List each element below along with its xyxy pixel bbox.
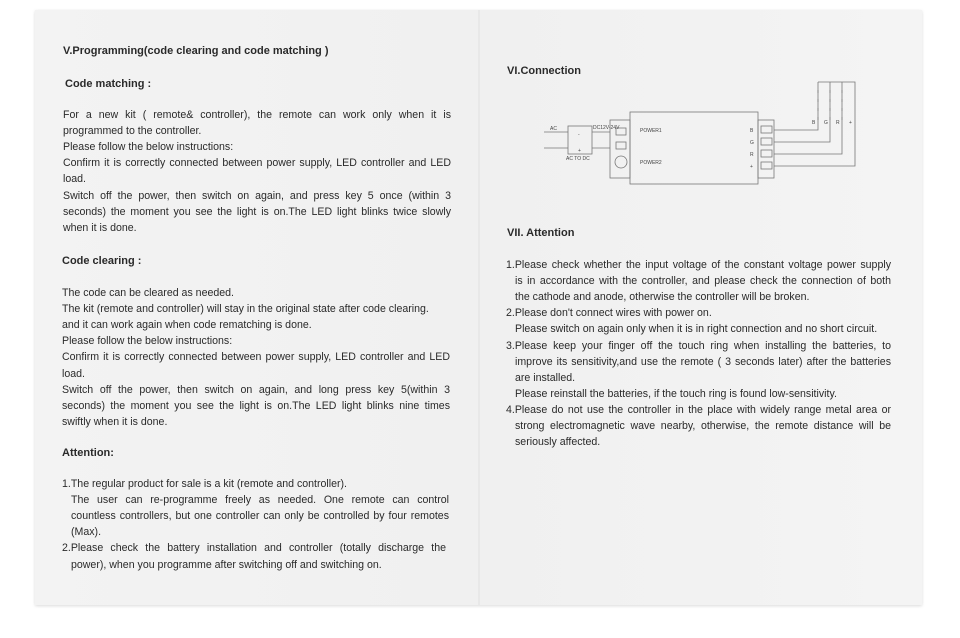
text-line: swiftly when it is done.	[62, 415, 168, 428]
ac-to-dc-label: AC TO DC	[566, 156, 590, 162]
channel-b-label: B	[750, 128, 754, 134]
text-line: programmed to the controller.	[63, 125, 202, 138]
text-line: 4.Please do not use the controller in the place with widely range metal area or	[506, 403, 891, 416]
text-line: countless controllers, but one controller can only be controlled by four remotes	[71, 510, 449, 523]
text-line: Confirm it is correctly connected between power supply, LED controller and LED	[62, 351, 450, 364]
attention-heading: Attention:	[62, 447, 114, 459]
power1-label: POWER1	[640, 128, 662, 134]
programming-title: V.Programming(code clearing and code matching )	[63, 45, 329, 57]
led-g-label: G	[824, 120, 828, 126]
text-line: the cathode and anode, otherwise the controller will be broken.	[515, 291, 810, 304]
text-line: The code can be cleared as needed.	[62, 287, 234, 299]
text-line: The user can re-programme freely as needed. One remote can control	[71, 494, 449, 507]
led-b-label: B	[812, 120, 816, 126]
text-line: Switch off the power, then switch on again, and long press key 5(within 3	[62, 383, 450, 396]
text-line: is in accordance with the controller, and please check the connection of both	[515, 275, 891, 288]
text-line: improve its sensitivity,and use the remote ( 3 seconds later) after the batteries	[515, 355, 891, 368]
text-line: seriously affected.	[515, 436, 601, 449]
text-line: The kit (remote and controller) will stay in the original state after code clearing.	[62, 303, 429, 316]
text-line: strong electromagnetic wave nearby, otherwise, the remote distance will be	[515, 420, 891, 432]
text-line: power), when you programme after switching off and switching on.	[71, 558, 382, 571]
text-line: 2.Please don't connect wires with power on.	[506, 307, 712, 320]
power2-label: POWER2	[640, 160, 662, 166]
text-line: Please follow the below instructions:	[62, 335, 233, 348]
led-r-label: R	[836, 120, 840, 126]
text-line: For a new kit ( remote& controller), the remote can work only when it is	[63, 109, 451, 121]
channel-r-label: R	[750, 152, 754, 158]
ac-label: AC	[550, 126, 557, 132]
connection-heading: VI.Connection	[507, 65, 581, 77]
text-line: load.	[63, 173, 86, 186]
code-clearing-heading: Code clearing :	[62, 255, 142, 267]
text-line: Please switch on again only when it is in right connection and no short circuit.	[515, 323, 878, 336]
page-fold	[478, 10, 480, 605]
text-line: 1.The regular product for sale is a kit (remote and controller).	[62, 478, 347, 490]
channel-g-label: G	[750, 140, 754, 146]
led-plus-label: +	[849, 120, 852, 126]
text-line: Please reinstall the batteries, if the touch ring is found low-sensitivity.	[515, 387, 837, 400]
text-line: Switch off the power, then switch on again, and press key 5 once (within 3	[63, 189, 451, 202]
text-line: load.	[62, 367, 85, 380]
text-line: seconds) the moment you see the light is on.The LED light blinks twice slowly	[63, 205, 451, 218]
text-line: (Max).	[71, 526, 102, 539]
text-line: Confirm it is correctly connected between power supply, LED controller and LED	[63, 157, 451, 170]
text-line: 3.Please keep your finger off the touch ring when installing the batteries, to	[506, 339, 891, 352]
vii-attention-heading: VII. Attention	[507, 227, 575, 239]
text-line: when it is done.	[63, 221, 137, 234]
connection-diagram	[540, 70, 870, 190]
text-line: Please follow the below instructions:	[63, 141, 234, 154]
text-line: are installed.	[515, 371, 576, 384]
text-line: 1.Please check whether the input voltage of the constant voltage power supply	[506, 259, 891, 271]
channel-plus-label: +	[750, 164, 753, 170]
text-line: 2.Please check the battery installation and controller (totally discharge the	[62, 542, 446, 555]
dc-label: DC12V-24V	[593, 125, 620, 131]
code-matching-heading: Code matching :	[65, 78, 152, 90]
text-line: seconds) the moment you see the light is on.The LED light blinks nine times	[62, 399, 450, 412]
text-line: and it can work again when code rematching is done.	[62, 319, 312, 332]
plus-label: +	[578, 148, 581, 154]
minus-label: -	[578, 132, 580, 138]
